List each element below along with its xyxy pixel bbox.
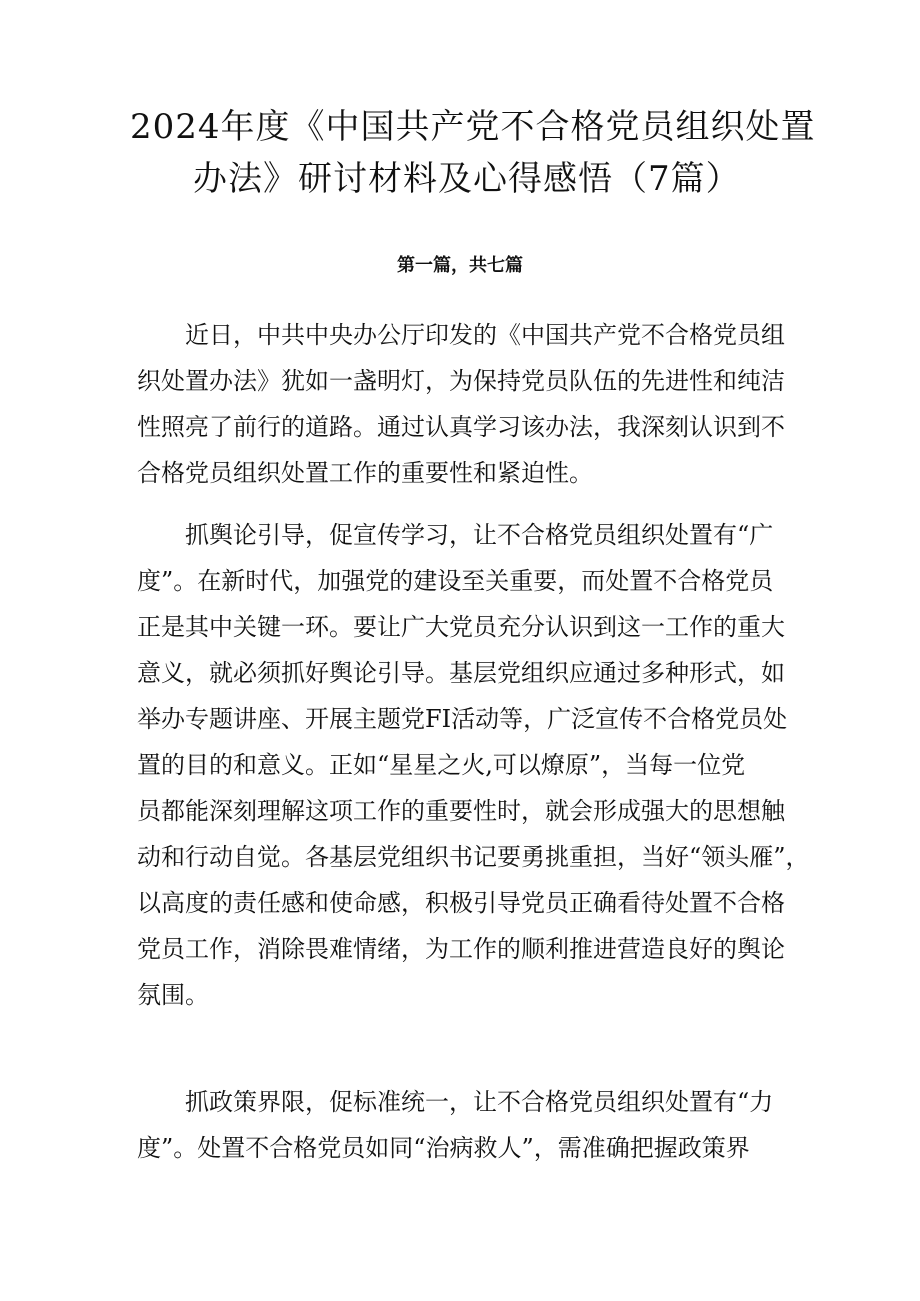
paragraph-line: 置的目的和意义。正如“星星之火,可以燎原”，当每一位党	[137, 751, 746, 779]
title-line: 办法》研讨材料及心得感悟（7篇）	[193, 159, 741, 199]
section-heading: 第一篇，共七篇	[397, 255, 523, 276]
paragraph-line: 合格党员组织处置工作的重要性和紧迫性。	[137, 459, 593, 487]
document-title	[130, 101, 816, 205]
paragraph-line: 以高度的责任感和使命感，积极引导党员正确看待处置不合格	[137, 889, 785, 917]
paragraph-line: 动和行动自觉。各基层党组织书记要勇挑重担，当好“领头雁”，	[137, 843, 810, 871]
title-line: 2024年度《中国共产党不合格党员组织处置	[130, 107, 816, 147]
paragraph-3	[137, 1079, 797, 1171]
paragraph-line: 正是其中关键一环。要让广大党员充分认识到这一工作的重大	[137, 613, 785, 641]
paragraph-line: 织处置办法》犹如一盏明灯，为保持党员队伍的先进性和纯洁	[137, 367, 785, 395]
paragraph-line: 举办专题讲座、开展主题党FI活动等，广泛宣传不合格党员处	[137, 705, 788, 733]
paragraph-line: 员都能深刻理解这项工作的重要性时，就会形成强大的思想触	[137, 797, 785, 825]
paragraph-line: 近日，中共中央办公厅印发的《中国共产党不合格党员组	[185, 321, 785, 349]
paragraph-2	[137, 512, 810, 1018]
paragraph-line: 度”。处置不合格党员如同“治病救人”，需准确把握政策界	[137, 1134, 750, 1162]
paragraph-line: 党员工作，消除畏难情绪，为工作的顺利推进营造良好的舆论	[137, 935, 785, 963]
paragraph-line: 抓舆论引导，促宣传学习，让不合格党员组织处置有“广	[185, 521, 774, 549]
paragraph-line: 氛围。	[137, 981, 209, 1009]
paragraph-line: 意义，就必须抓好舆论引导。基层党组织应通过多种形式，如	[137, 659, 785, 687]
paragraph-line: 度”。在新时代，加强党的建设至关重要，而处置不合格党员	[137, 567, 774, 595]
paragraph-line: 抓政策界限，促标准统一，让不合格党员组织处置有“力	[185, 1088, 774, 1116]
paragraph-line: 性照亮了前行的道路。通过认真学习该办法，我深刻认识到不	[137, 413, 785, 441]
paragraph-1	[137, 312, 797, 496]
